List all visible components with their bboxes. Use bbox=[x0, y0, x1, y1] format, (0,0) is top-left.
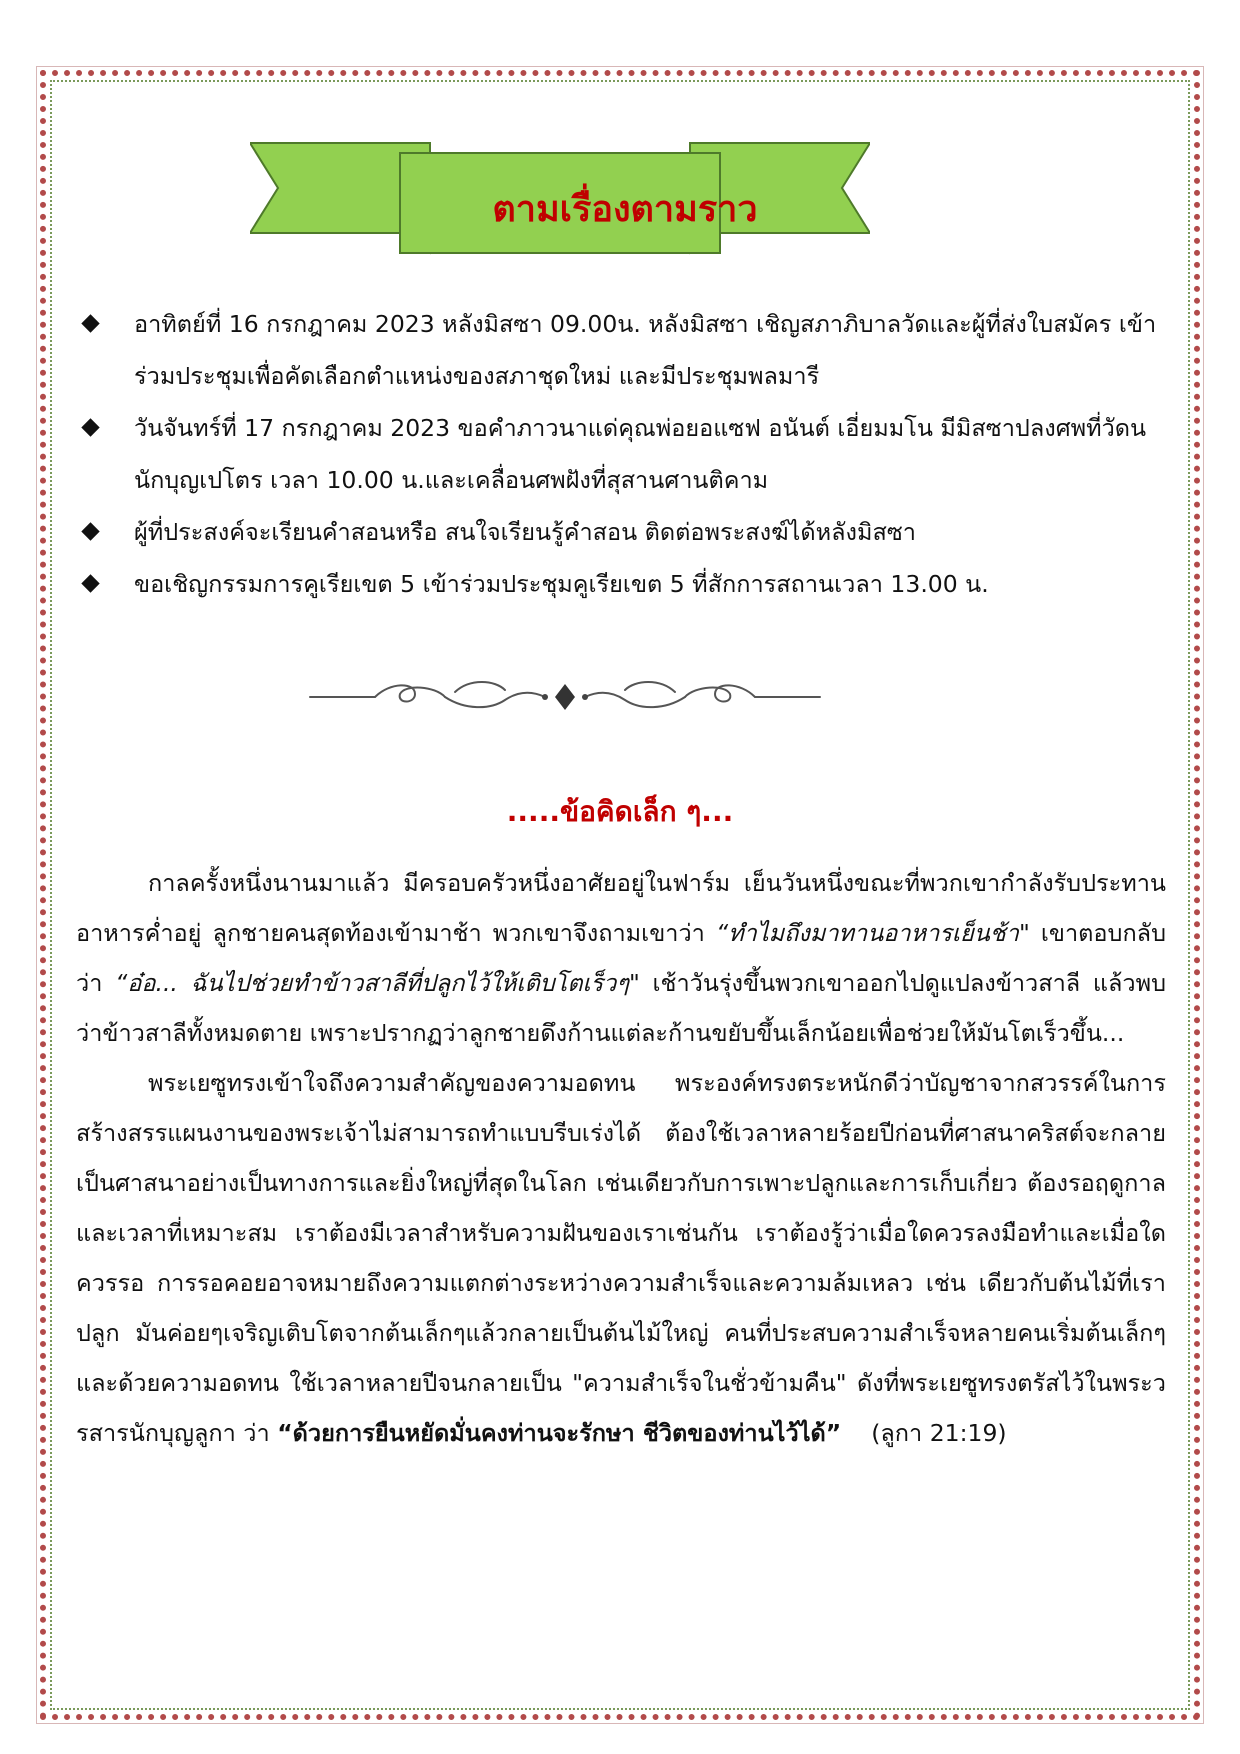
announcement-item: วันจันทร์ที่ 17 กรกฎาคม 2023 ขอคำภาวนาแด่คุณพ่อยอแซฟ อนันต์ เอี่ยมมโน มีมิสซาปลงศพที่วัดนนักบุญเปโตร เวลา 10.00 น.และเคลื่อนศพฝังที่สุสานศานติคาม bbox=[82, 402, 1172, 506]
story-paragraph: กาลครั้งหนึ่งนานมาแล้ว มีครอบครัวหนึ่งอาศัยอยู่ในฟาร์ม เย็นวันหนึ่งขณะที่พวกเขากำลังรับประทานอาหารค่ำอยู่ ลูกชายคนสุดท้องเข้ามาช้า พวกเขาจึงถามเขาว่า “ทำไมถึงมาทานอาหารเย็นช้า" เขาตอบกลับว่า “อ๋อ... ฉันไปช่วยทำข้าวสาลีที่ปลูกไว้ให้เติบโตเร็วๆ" เช้าวันรุ่งขึ้นพวกเขาออกไปดูแปลงข้าวสาลี แล้วพบว่าข้าวสาลีทั้งหมดตาย เพราะปรากฏว่าลูกชายดึงก้านแต่ละก้านขยับขึ้นเล็กน้อยเพื่อช่วยให้มันโตเร็วขึ้น... bbox=[76, 869, 1167, 1047]
diamond-bullet-icon bbox=[81, 314, 99, 332]
scripture-quote: “ด้วยการยืนหยัดมั่นคงท่านจะรักษา ชีวิตของท่านไว้ได้” bbox=[277, 1419, 842, 1447]
answer-quote: “อ๋อ... ฉันไปช่วยทำข้าวสาลีที่ปลูกไว้ให้เติบโตเร็วๆ bbox=[115, 969, 629, 997]
diamond-bullet-icon bbox=[81, 418, 99, 436]
announcement-list bbox=[82, 298, 1172, 610]
announcement-item: อาทิตย์ที่ 16 กรกฎาคม 2023 หลังมิสซา 09.00น. หลังมิสซา เชิญสภาภิบาลวัดและผู้ที่ส่งใบสมัคร เข้าร่วมประชุมเพื่อคัดเลือกตำแหน่งของสภาชุดใหม่ และมีประชุมพลมารี bbox=[82, 298, 1172, 402]
divider-ornament-icon bbox=[305, 672, 825, 722]
announcement-item: ผู้ที่ประสงค์จะเรียนคำสอนหรือ สนใจเรียนรู้คำสอน ติดต่อพระสงฆ์ได้หลังมิสซา bbox=[82, 506, 1172, 558]
scripture-reference: (ลูกา 21:19) bbox=[871, 1419, 1007, 1447]
diamond-bullet-icon bbox=[81, 522, 99, 540]
question-quote: “ทำไมถึงมาทานอาหารเย็นช้า bbox=[715, 919, 1019, 947]
page-title: ตามเรื่องตามราว bbox=[492, 188, 758, 230]
reflection-body bbox=[76, 858, 1166, 1458]
reflection-heading: .....ข้อคิดเล็ก ๆ... bbox=[506, 795, 734, 828]
announcement-item: ขอเชิญกรรมการคูเรียเขต 5 เข้าร่วมประชุมคูเรียเขต 5 ที่สักการสถานเวลา 13.00 น. bbox=[82, 558, 1172, 610]
reflection-paragraph: พระเยซูทรงเข้าใจถึงความสำคัญของความอดทน พระองค์ทรงตระหนักดีว่าบัญชาจากสวรรค์ในการสร้างสรรแผนงานของพระเจ้าไม่สามารถทำแบบรีบเร่งได้ ต้องใช้เวลาหลายร้อยปีก่อนที่ศาสนาคริสต์จะกลายเป็นศาสนาอย่างเป็นทางการและยิ่งใหญ่ที่สุดในโลก เช่นเดียวกับการเพาะปลูกและการเก็บเกี่ยว ต้องรอฤดูกาลและเวลาที่เหมาะสม เราต้องมีเวลาสำหรับความฝันของเราเช่นกัน เราต้องรู้ว่าเมื่อใดควรลงมือทำและเมื่อใดควรรอ การรอคอยอาจหมายถึงความแตกต่างระหว่างความสำเร็จและความล้มเหลว เช่น เดียวกับต้นไม้ที่เราปลูก มันค่อยๆเจริญเติบโตจากต้นเล็กๆแล้วกลายเป็นต้นไม้ใหญ่ คนที่ประสบความสำเร็จหลายคนเริ่มต้นเล็กๆ และด้วยความอดทน ใช้เวลาหลายปีจนกลายเป็น "ความสำเร็จในชั่วข้ามคืน" ดังที่พระเยซูทรงตรัสไว้ในพระวรสารนักบุญลูกา ว่า “ด้วยการยืนหยัดมั่นคงท่านจะรักษา ชีวิตของท่านไว้ได้” (ลูกา 21:19) bbox=[76, 1069, 1166, 1447]
diamond-bullet-icon bbox=[81, 574, 99, 592]
